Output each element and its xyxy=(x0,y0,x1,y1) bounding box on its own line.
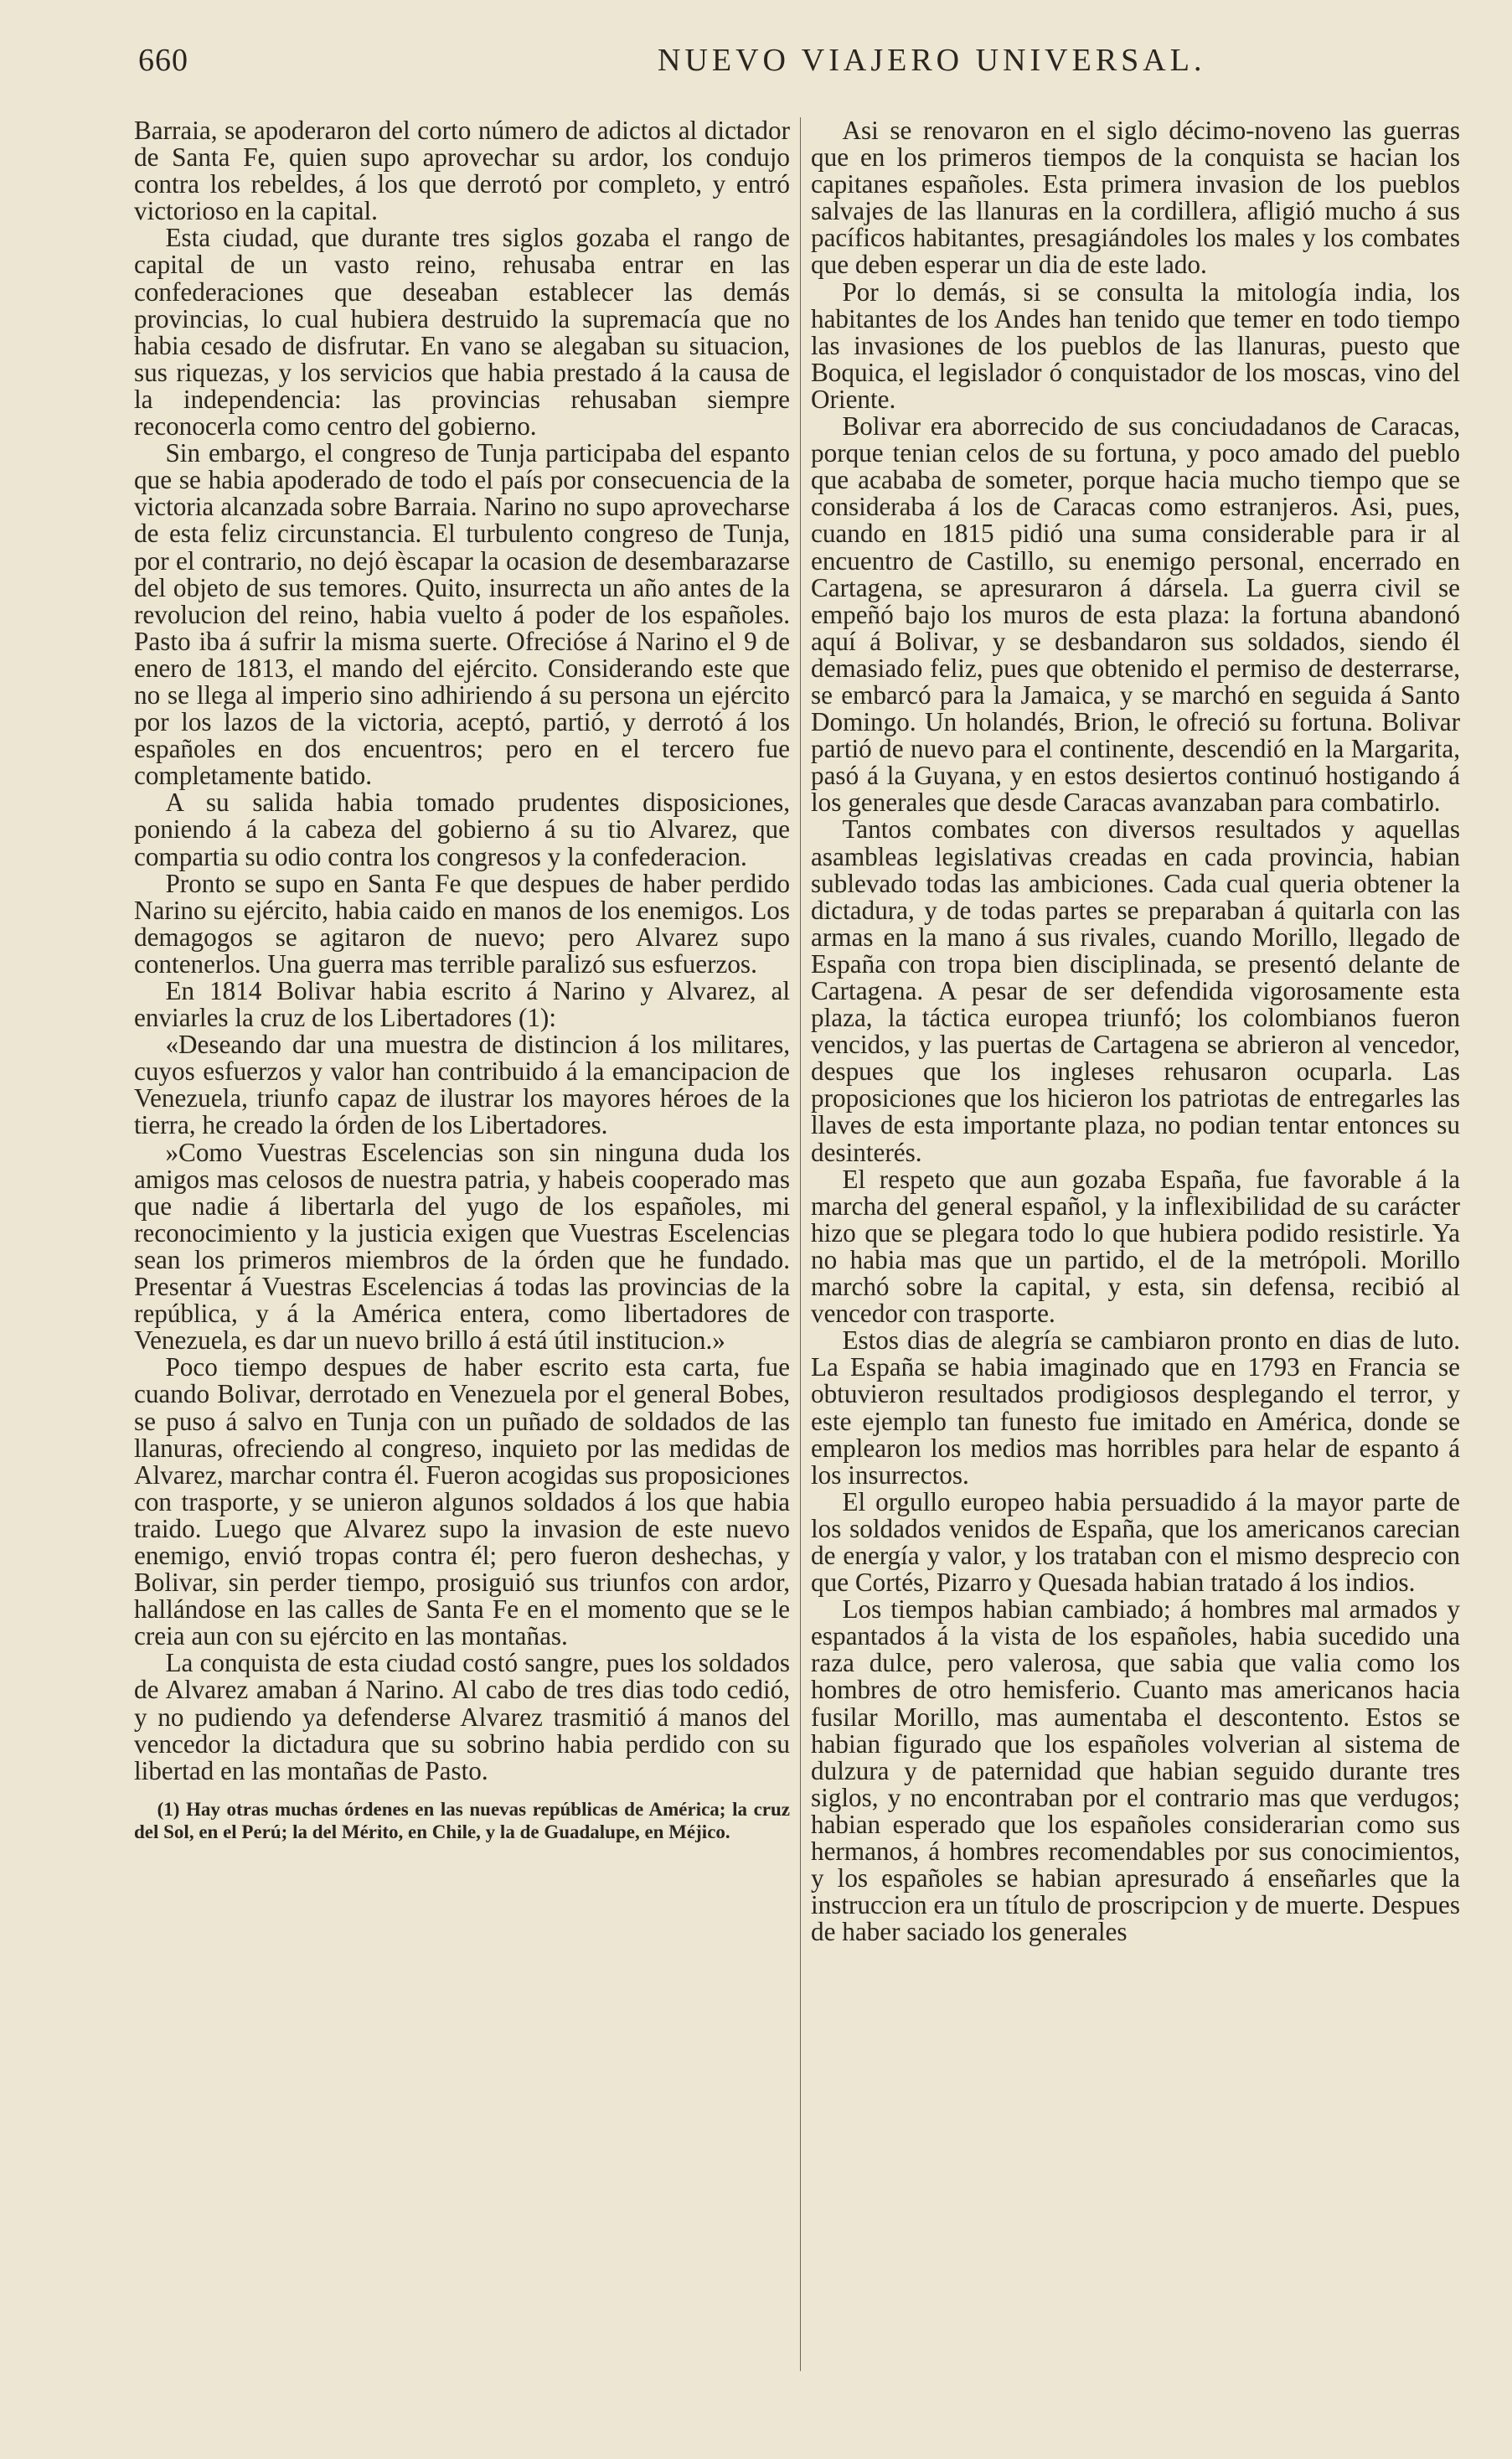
page-number: 660 xyxy=(138,43,188,78)
paragraph: A su salida habia tomado prudentes disposiciones, poniendo á la cabeza del gobierno á su tio Alvarez, que compartia su odio contra los congresos y la confederacion. xyxy=(134,788,790,871)
right-column xyxy=(811,117,1460,1945)
paragraph: Asi se renovaron en el siglo décimo-noveno las guerras que en los primeros tiempos de la conquista se hacian los capitanes españoles. Esta primera invasion de los pueblos salvajes de las llanuras en la cordillera, afligió mucho á sus pacíficos habitantes, presagiándoles los males y los combates que deben esperar un dia de este lado. xyxy=(811,116,1460,280)
paragraph: Esta ciudad, que durante tres siglos gozaba el rango de capital de un vasto reino, rehusaba entrar en las confederaciones que deseaban establecer las demás provincias, lo cual hubiera destruido la supremacía que no habia cesado de disfrutar. En vano se alegaban su situacion, sus riquezas, y los servicios que habia prestado á la causa de la independencia: las provincias rehusaban siempre reconocerla como centro del gobierno. xyxy=(134,223,790,442)
footnotes xyxy=(134,1798,790,1843)
paragraph: La conquista de esta ciudad costó sangre, pues los soldados de Alvarez amaban á Narino. Al cabo de tres dias todo cedió, y no pudiendo ya defenderse Alvarez trasmitió á manos del vencedor la dictadura que su sobrino habia perdido con su libertad en las montañas de Pasto. xyxy=(134,1648,790,1785)
quote-paragraph: «Deseando dar una muestra de distincion á los militares, cuyos esfuerzos y valor han contribuido á la emancipacion de Venezuela, triunfo capaz de ilustrar los mayores héroes de la tierra, he creado la órden de los Libertadores. xyxy=(134,1030,790,1140)
left-column xyxy=(134,117,790,1843)
paragraph: El respeto que aun gozaba España, fue favorable á la marcha del general español, y la inflexibilidad de su carácter hizo que se plegara todo lo que hubiera podido resistirle. Ya no habia mas que un partido, el de la metrópoli. Morillo marchó sobre la capital, y esta, sin defensa, recibió al vencedor con trasporte. xyxy=(811,1164,1460,1329)
column-divider xyxy=(800,117,801,2371)
paragraph: Los tiempos habian cambiado; á hombres mal armados y espantados á la vista de los españoles, habia sucedido una raza dulce, pero valerosa, que sabia que valia como los hombres de otro hemisferio. Cuanto mas americanos hacia fusilar Morillo, mas aumentaba el descontento. Estos se habian figurado que los españoles volverian al sistema de dulzura y de paternidad que habian seguido durante tres siglos, y no encontraban por el contrario mas que verdugos; habian esperado que los españoles considerarian como sus hermanos, á hombres recomendables por sus conocimientos, y los españoles se habian apresurado á enseñarles que la instruccion era un título de proscripcion y de muerte. Despues de haber saciado los generales xyxy=(811,1594,1460,1947)
page-header xyxy=(138,32,1462,90)
paragraph: Tantos combates con diversos resultados y aquellas asambleas legislativas creadas en cada provincia, habian sublevado todas las ambiciones. Cada cual queria obtener la dictadura, y de todas partes se preparaban á quitarla con las armas en la mano á sus rivales, cuando Morillo, llegado de España con tropa bien disciplinada, se presentó delante de Cartagena. A pesar de ser defendida vigorosamente esta plaza, la táctica europea triunfó; los colombianos fueron vencidos, y las puertas de Cartagena se abrieron al vencedor, despues que los ingleses rehusaron ocuparla. Las proposiciones que los hicieron los patriotas de entregarles las llaves de esta importante plaza, no podian tentar entonces su desinterés. xyxy=(811,814,1460,1167)
paragraph: El orgullo europeo habia persuadido á la mayor parte de los soldados venidos de España, que los americanos carecian de energía y valor, y los trataban con el mismo desprecio con que Cortés, Pizarro y Quesada habian tratado á los indios. xyxy=(811,1486,1460,1598)
quote-paragraph: »Como Vuestras Escelencias son sin ninguna duda los amigos mas celosos de nuestra patria, y habeis cooperado mas que nadie á libertarla del yugo de los españoles, mi reconocimiento y la justicia exigen que Vuestras Escelencias sean los primeros miembros de la órden que he fundado. Presentar á Vuestras Escelencias á todas las provincias de la república, y á la América entera, como libertadores de Venezuela, es dar un nuevo brillo á está útil institucion.» xyxy=(134,1137,790,1356)
paragraph: Poco tiempo despues de haber escrito esta carta, fue cuando Bolivar, derrotado en Venezuela por el general Bobes, se puso á salvo en Tunja con un puñado de soldados de las llanuras, ofreciendo al congreso, inquieto por las medidas de Alvarez, marchar contra él. Fueron acogidas sus proposiciones con trasporte, y se unieron algunos soldados á los que habia traido. Luego que Alvarez supo la invasion de este nuevo enemigo, envió tropas contra él; pero fueron deshechas, y Bolivar, sin perder tiempo, prosiguió sus triunfos con ardor, hallándose en las calles de Santa Fe en el momento que se le creia aun con su ejército en las montañas. xyxy=(134,1352,790,1651)
paragraph: Pronto se supo en Santa Fe que despues de haber perdido Narino su ejército, habia caido en manos de los enemigos. Los demagogos se agitaron de nuevo; pero Alvarez supo contenerlos. Una guerra mas terrible paralizó sus esfuerzos. xyxy=(134,868,790,979)
paragraph: Estos dias de alegría se cambiaron pronto en dias de luto. La España se habia imaginado que en 1793 en Francia se obtuvieron resultados prodigiosos desplegando el terror, y este ejemplo tan funesto fue imitado en América, donde se emplearon los medios mas horribles para helar de espanto á los insurrectos. xyxy=(811,1325,1460,1490)
paragraph: Bolivar era aborrecido de sus conciudadanos de Caracas, porque tenian celos de su fortuna, y poco amado del pueblo que acababa de someter, porque hacia mucho tiempo que se consideraba á los de Caracas como estranjeros. Asi, pues, cuando en 1815 pidió una suma considerable para ir al encuentro de Castillo, su enemigo personal, encerrado en Cartagena, se apresuraron á dársela. La guerra civil se empeñó bajo los muros de esta plaza: la fortuna abandonó aquí á Bolivar, y se desbandaron sus soldados, siendo él demasiado feliz, pues que obtenido el permiso de desterrarse, se embarcó para la Jamaica, y se marchó en seguida á Santo Domingo. Un holandés, Brion, le ofreció su fortuna. Bolivar partió de nuevo para el continente, descendió en la Margarita, pasó á la Guyana, y en estos desiertos continuó hostigando á los generales que desde Caracas avanzaban para combatirlo. xyxy=(811,411,1460,818)
paragraph: En 1814 Bolivar habia escrito á Narino y Alvarez, al enviarles la cruz de los Libertadores (1): xyxy=(134,976,790,1033)
paragraph: Sin embargo, el congreso de Tunja participaba del espanto que se habia apoderado de todo el país por consecuencia de la victoria alcanzada sobre Barraia. Narino no supo aprovecharse de esta feliz circunstancia. El turbulento congreso de Tunja, por el contrario, no dejó èscapar la ocasion de desembarazarse del objeto de sus temores. Quito, insurrecta un año antes de la revolucion del reino, habia vuelto á poder de los españoles. Pasto iba á sufrir la misma suerte. Ofrecióse á Narino el 9 de enero de 1813, el mando del ejército. Considerando este que no se llega al imperio sino adhiriendo á su persona un ejército por los lazos de la victoria, aceptó, partió, y derrotó á los españoles en dos encuentros; pero en el tercero fue completamente batido. xyxy=(134,438,790,791)
paragraph: Por lo demás, si se consulta la mitología india, los habitantes de los Andes han tenido que temer en todo tiempo las invasiones de los pueblos de las llanuras, puesto que Boquica, el legislador ó conquistador de los moscas, vino del Oriente. xyxy=(811,276,1460,414)
paragraph: Barraia, se apoderaron del corto número de adictos al dictador de Santa Fe, quien supo aprovechar su ardor, los condujo contra los rebeldes, á los que derrotó por completo, y entró victorioso en la capital. xyxy=(134,116,790,226)
running-title: NUEVO VIAJERO UNIVERSAL. xyxy=(658,43,1206,78)
footnote: (1) Hay otras muchas órdenes en las nuevas repúblicas de América; la cruz del Sol, en el Perú; la del Mérito, en Chile, y la de Guadalupe, en Méjico. xyxy=(134,1798,790,1842)
